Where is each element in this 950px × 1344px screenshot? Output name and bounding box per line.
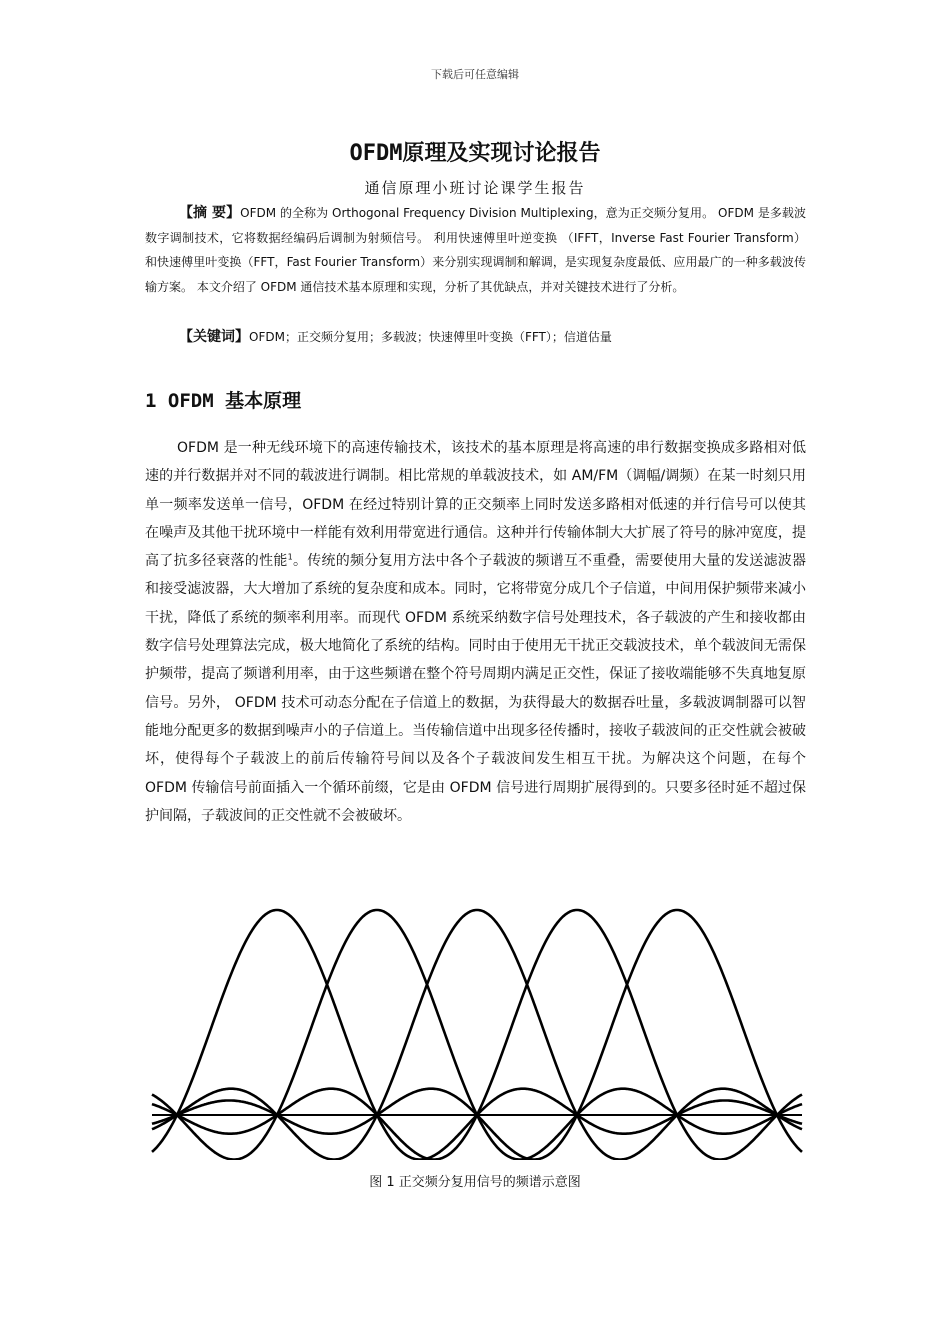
keywords xyxy=(145,325,806,349)
document-title: OFDM原理及实现讨论报告 xyxy=(349,141,601,166)
footnote-mark: 1 xyxy=(287,552,293,562)
abstract-label: 【摘 要】 xyxy=(179,205,241,221)
page-header: 下载后可任意编辑 xyxy=(431,68,519,81)
keywords-text: OFDM；正交频分复用；多载波；快速傅里叶变换（FFT）；信道估量 xyxy=(249,330,612,344)
paragraph-part-2: 。传统的频分复用方法中各个子载波的频谱互不重叠，需要使用大量的发送滤波器和接受滤波器，大大增加了系统的复杂度和成本。同时，它将带宽分成几个子信道，中间用保护频带来减小干扰，降低了系统的频率利用率。而现代 OFDM 系统采纳数字信号处理技术，各子载波的产生和接收都由数字信号处理算法完成，极大地简化了系统的结构。同时由于使用无干扰正交载波技术，单个载波间无需保护频带，提高了频谱利用率，由于这些频谱在整个符号周期内满足正交性，保证了接收端能够不失真地复原信号。另外， OFDM 技术可动态分配在子信道上的数据，为获得最大的数据吞吐量，多载波调制器可以智能地分配更多的数据到噪声小的子信道上。当传输信道中出现多径传播时，接收子载波间的正交性就会被破坏，使得每个子载波上的前后传输符号间以及各个子载波间发生相互干扰。为解决这个问题，在每个 OFDM 传输信号前面插入一个循环前缀，它是由 OFDM 信号进行周期扩展得到的。只要多径时延不超过保护间隔，子载波间的正交性就不会被破坏。 xyxy=(145,553,807,824)
document-subtitle: 通信原理小班讨论课学生报告 xyxy=(364,179,586,197)
abstract xyxy=(145,201,806,299)
spectrum-diagram xyxy=(147,896,807,1160)
subcarrier-spectrum-2 xyxy=(152,910,802,1160)
subcarrier-spectrum-1 xyxy=(152,910,802,1160)
section-heading: 1 OFDM 基本原理 xyxy=(145,390,302,412)
abstract-text: OFDM 的全称为 Orthogonal Frequency Division Multiplexing，意为正交频分复用。 OFDM 是多载波数字调制技术，它将数据经编码后调制为射频信号。 利用快速傅里叶逆变换 （IFFT，Inverse Fast Fourier Transform） 和快速傅里叶变换（FFT，Fast Fourier Transform）来分别实现调制和解调，是实现复杂度最低、应用最广的一种多载波传输方案。 本文介绍了 OFDM 通信技术基本原理和实现，分析了其优缺点，并对关键技术进行了分析。 xyxy=(145,206,806,294)
ofdm-spectrum-figure xyxy=(147,896,807,1160)
section-paragraph xyxy=(145,434,806,830)
paragraph-part-1: OFDM 是一种无线环境下的高速传输技术，该技术的基本原理是将高速的串行数据变换成多路相对低速的并行数据并对不同的载波进行调制。相比常规的单载波技术，如 AM/FM（调幅/调频）在某一时刻只用单一频率发送单一信号，OFDM 在经过特别计算的正交频率上同时发送多路相对低速的并行信号可以使其在噪声及其他干扰环境中一样能有效利用带宽进行通信。这种并行传输体制大大扩展了符号的脉冲宽度，提高了抗多径衰落的性能 xyxy=(145,440,806,570)
keywords-label: 【关键词】 xyxy=(179,329,249,345)
subcarrier-spectrum-5 xyxy=(152,910,802,1160)
subcarrier-spectrum-4 xyxy=(152,910,802,1160)
subcarrier-spectrum-3 xyxy=(152,910,802,1160)
figure-caption: 图 1 正交频分复用信号的频谱示意图 xyxy=(369,1175,581,1190)
